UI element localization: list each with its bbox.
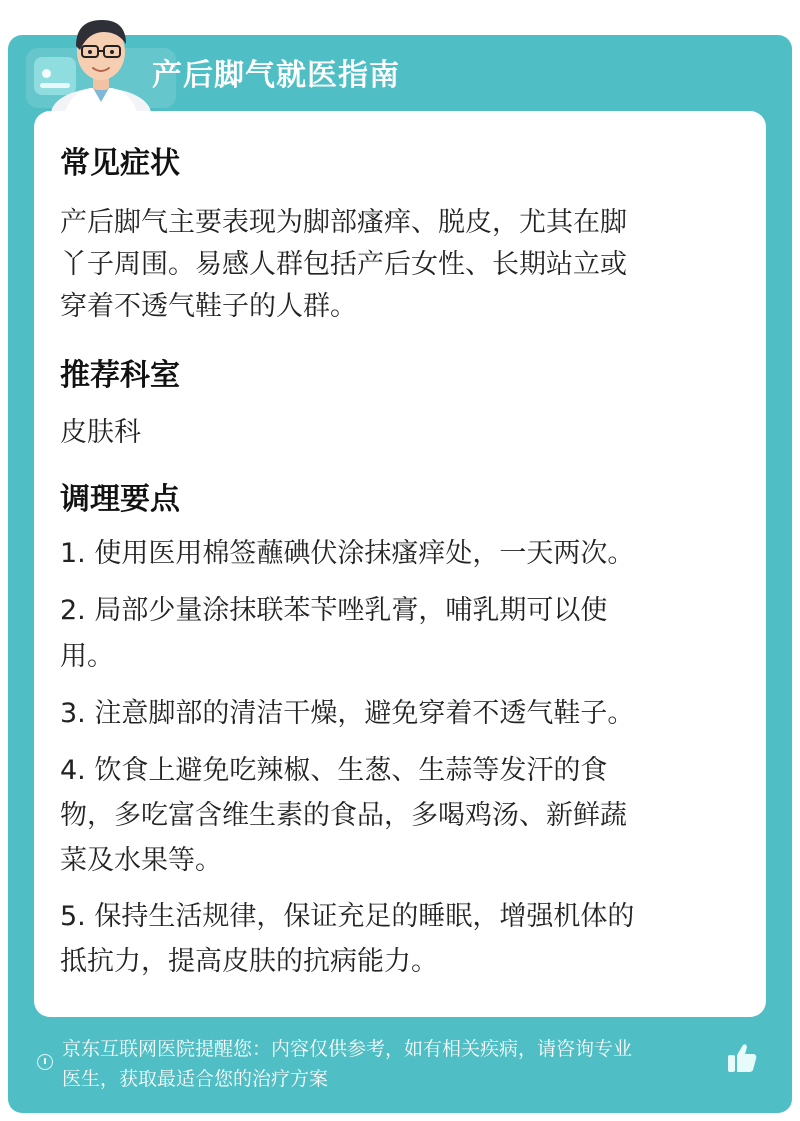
care-item-1: 1. 使用医用棉签蘸碘伏涂抹瘙痒处，一天两次。 xyxy=(60,538,635,569)
care-item-4-line-3: 菜及水果等。 xyxy=(60,845,222,876)
section-heading-department: 推荐科室 xyxy=(60,358,180,393)
care-item-4-line-1: 4. 饮食上避免吃辣椒、生葱、生蒜等发汗的食 xyxy=(60,755,608,786)
doctor-avatar xyxy=(46,6,156,116)
symptoms-line-3: 穿着不透气鞋子的人群。 xyxy=(60,291,357,322)
care-item-5-line-1: 5. 保持生活规律，保证充足的睡眠，增强机体的 xyxy=(60,901,635,932)
section-heading-care: 调理要点 xyxy=(60,482,180,517)
thumbs-up-icon[interactable] xyxy=(724,1040,760,1076)
symptoms-line-2: 丫子周围。易感人群包括产后女性、长期站立或 xyxy=(60,249,627,280)
care-item-4-line-2: 物，多吃富含维生素的食品，多喝鸡汤、新鲜蔬 xyxy=(60,800,627,831)
care-item-2-line-2: 用。 xyxy=(60,641,114,672)
footer-disclaimer xyxy=(62,1034,727,1094)
department-value: 皮肤科 xyxy=(60,417,141,448)
footer-line-2: 医生，获取最适合您的治疗方案 xyxy=(62,1068,329,1090)
info-icon xyxy=(37,1054,53,1070)
footer-line-1: 京东互联网医院提醒您：内容仅供参考，如有相关疾病，请咨询专业 xyxy=(62,1038,633,1060)
page-title: 产后脚气就医指南 xyxy=(152,58,400,93)
care-item-3: 3. 注意脚部的清洁干燥，避免穿着不透气鞋子。 xyxy=(60,698,635,729)
care-item-5-line-2: 抵抗力，提高皮肤的抗病能力。 xyxy=(60,946,438,977)
section-heading-symptoms: 常见症状 xyxy=(60,146,180,181)
care-item-2-line-1: 2. 局部少量涂抹联苯苄唑乳膏，哺乳期可以使 xyxy=(60,595,608,626)
symptoms-line-1: 产后脚气主要表现为脚部瘙痒、脱皮，尤其在脚 xyxy=(60,207,627,238)
